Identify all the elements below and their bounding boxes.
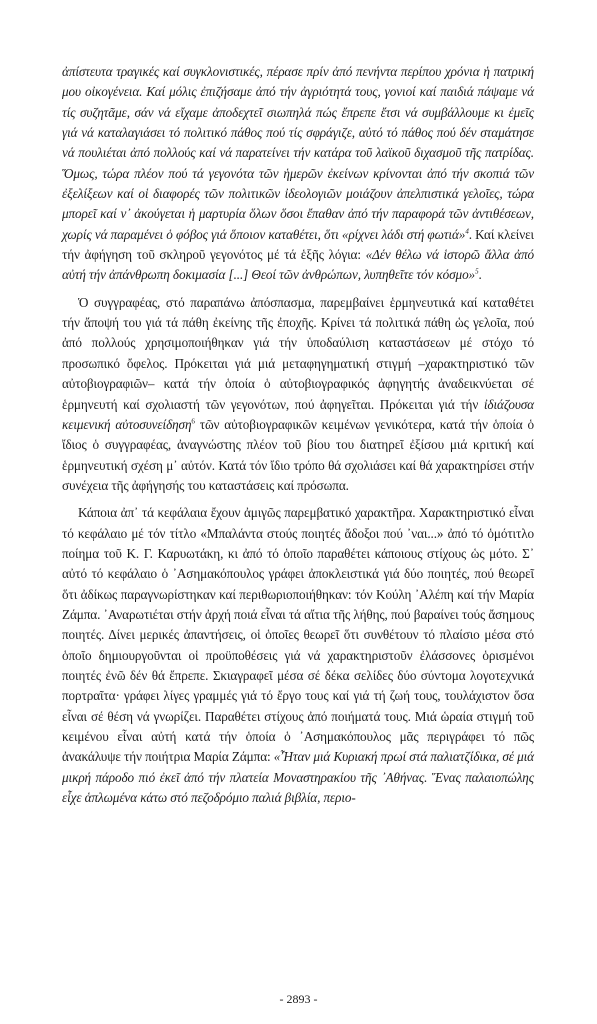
quote-text: «Ἦταν μιά Κυριακή πρωί στά παλιατζίδικα, σέ μιά μικρή πάροδο πιό ἐκεῖ ἀπό τήν πλατεία Μοναστηρακίου τῆς ᾽Αθήνας. Ἕνας παλαιοπώλης εἶχε ἁπλωμένα κάτω στό πεζοδρόμιο παλιά βιβλία, περιο-: [62, 749, 534, 806]
quote-text: ἀπίστευτα τραγικές καί συγκλονιστικές, πέρασε πρίν ἀπό πενήντα περίπου χρόνια ἡ πατρική μου οἰκογένεια. Καί μόλις ἐπιζήσαμε ἀπό τήν ἀγριότητά τους, γονιοί καί παιδιά πάψαμε νά τίς συζητᾶμε, σάν νά εἴχαμε ἀποδεχτεῖ σιωπηλά πώς ἔπρεπε ἔτσι νά συμβάλλουμε κι ἐμεῖς γιά νά καταλαγιάσει τό πολιτικό πάθος πού τίς σφράγιζε, αὐτό τό πάθος πού δέν σταμάτησε νά πουλιέται ἀπό πολλούς καί νά παρατείνει τήν κατάρα τοῦ λαϊκοῦ διχασμοῦ τῆς πατρίδας. Ὅμως, τώρα πλέον πού τά γεγονότα τῶν ἡμερῶν ἐκείνων κρίνονται ἀπό τήν σκοπιά τῶν ἐξελίξεων καί οἱ διαφορές τῶν πολιτικῶν ἰδεολογιῶν μοιάζουν ἀπελπιστικά γελοῖες, τώρα μπορεῖ καί ν᾽ ἀκούγεται ἡ μαρτυρία ὅλων ὅσοι ἔπαθαν ἀπό τήν παραφορά τῶν ἀντιθέσεων, χωρίς νά παραμένει ὁ φόβος γιά ὅποιον καταθέτει, ὅτι «ρίχνει λάδι στή φωτιά»: [62, 64, 534, 242]
paragraph-text: . Καί κλείνει τήν ἀφήγηση τοῦ σκληροῦ γεγονότος μέ τά ἑξῆς λόγια:: [62, 226, 535, 263]
paragraph-text-end: .: [478, 267, 482, 283]
footnote-ref-5: 5: [475, 268, 479, 277]
paragraph-chapters: [62, 503, 534, 808]
page-number: - 2893 -: [279, 992, 318, 1006]
quote-text-closing: «Δέν θέλω νά ἱστορῶ ἄλλα ἀπό αὐτή τήν ἀπάνθρωπη δοκιμασία [...] Θεοί τῶν ἀνθρώπων, λυπηθεῖτε τόν κόσμο»: [62, 247, 534, 283]
paragraph-text: Κάποια ἀπ᾽ τά κεφάλαια ἔχουν ἀμιγῶς παρεμβατικό χαρακτῆρα. Χαρακτηριστικό εἶναι τό κεφάλαιο μέ τόν τίτλο «Μπαλάντα στούς ποιητές ἄδοξοι πού ᾽ναι...» ἀπό τό ὁμότιτλο ποίημα τοῦ Κ. Γ. Καρυωτάκη, κι ἀπό τό ὁποῖο παραθέτει κάποιους στίχους ὡς μότο. Σ᾽ αὐτό τό κεφάλαιο ὁ ᾽Ασημακόπουλος γράφει ἀποκλειστικά γιά δύο ποιητές, πού θεωρεῖ ὅτι ἀδίκως παραγνωρίστηκαν καί περιθωριοποιήθηκαν: τόν Κούλη ᾽Αλέπη καί τήν Μαρία Ζάμπα. ᾽Αναρωτιέται στήν ἀρχή ποιά εἶναι τά αἴτια τῆς λήθης, πού βαραίνει τούς ἄσημους ποιητές. Δίνει μερικές ἀπαντήσεις, οἱ ὁποῖες θεωρεῖ ὅτι συνθέτουν τό πλαίσιο μέσα στό ὁποῖο δημιουργοῦνται οἱ προϋποθέσεις γιά νά χαρακτηριστοῦν ἐλάσσονες ὁρισμένοι ποιητές ἐνῶ δέν θά ἔπρεπε. Σκιαγραφεῖ μέσα σέ δέκα σελίδες δύο σύντομα λογοτεχνικά πορτραῖτα· γράφει λίγες γραμμές γιά τό ἔργο τους καί γιά τή ζωή τους, τουλάχιστον ὅσα εἶναι σέ θέση νά γνωρίζει. Παραθέτει στίχους ἀπό ποιήματά τους. Μιά ὡραία στιγμή τοῦ κειμένου εἶναι αὐτή κατά τήν ὁποία ὁ ᾽Ασημακόπουλος μᾶς περιγράφει τό πῶς ἀνακάλυψε τήν ποιήτρια Μαρία Ζάμπα:: [62, 505, 534, 765]
paragraph-text-cont: τῶν αὐτοβιογραφικῶν κειμένων γενικότερα, κατά τήν ὁποία ὁ ἴδιος ὁ συγγραφέας, ἀναγνώστης πλέον τοῦ βίου του διατηρεῖ ἐξίσου μιά κριτική καί ἑρμηνευτική σχέση μ᾽ αὐτόν. Κατά τόν ἴδιο τρόπο θά σχολιάσει καί θά χαρακτηρίσει στήν συνέχεια τῆς ἀφήγησής του καταστάσεις καί πρόσωπα.: [62, 416, 534, 493]
paragraph-quote-continuation: [62, 62, 534, 286]
paragraph-text: Ὁ συγγραφέας, στό παραπάνω ἀπόσπασμα, παρεμβαίνει ἑρμηνευτικά καί καταθέτει τήν ἄποψή του γιά τά πάθη ἐκείνης τῆς ἐποχῆς. Κρίνει τά πολιτικά πάθη ὡς γελοῖα, πού ἀπό πολλούς χρησιμοποιήθηκαν γιά τήν ὑποδαύλιση καταστάσεων μέ στόχο τό προσωπικό ὄφελος. Πρόκειται γιά μιά μεταφηγηματική στιγμή –χαρακτηριστικό τῶν αὐτοβιογραφιῶν– κατά τήν ὁποία ὁ αὐτοβιογραφικός ἀφηγητής ἀναδεικνύεται σέ ἑρμηνευτή καί σχολιαστή τῶν γεγονότων, πού ἀφηγεῖται. Πρόκειται γιά τήν: [62, 294, 534, 412]
footnote-ref-4: 4: [465, 227, 469, 236]
paragraph-commentary: [62, 293, 534, 496]
footnote-ref-6: 6: [191, 417, 195, 426]
document-body: [62, 62, 534, 808]
emphasis-text: ἰδιάζουσα κειμενική αὐτοσυνείδηση: [62, 396, 534, 432]
